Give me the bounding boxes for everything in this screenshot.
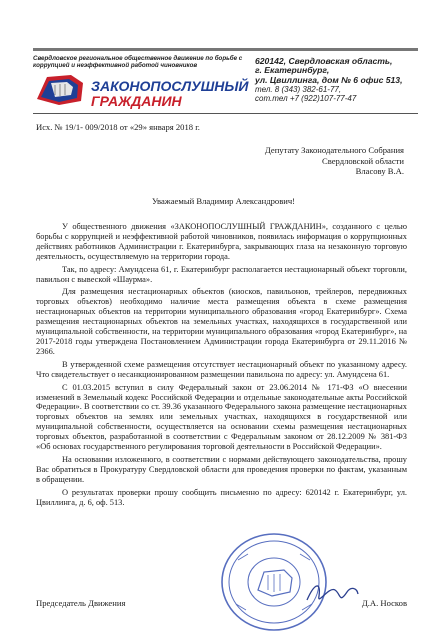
organization-name [91, 79, 248, 109]
signatory-title: Председатель Движения [36, 598, 126, 608]
address-line: тел. 8 (343) 382-61-77, [255, 84, 342, 94]
body-paragraph: У общественного движения «ЗАКОНОПОСЛУШНЫЙ ГРАЖДАНИН», созданного с целью борьбы с коррупцией и неэффективной работой чиновников, появилась информация о коррупционных действиях работников Администрации г. Екатеринбурга, закрывающих глаза на незаконную торговую деятельность, осуществляемую на территории города. [36, 222, 407, 261]
letterhead-divider [33, 113, 418, 114]
body-paragraph: Так, по адресу: Амундсена 61, г. Екатеринбург располагается нестационарный объект торговли, павильон с вывеской «Шаурма». [36, 264, 407, 284]
recipient-line: Свердловской области [321, 155, 404, 166]
recipient-block [265, 145, 404, 177]
address-line: г. Екатеринбург, [255, 65, 330, 76]
signatory-name: Д.А. Носков [361, 598, 407, 608]
address-line: 620142, Свердловская область, [255, 56, 393, 66]
recipient-line: Власову В.А. [355, 166, 404, 177]
body-paragraph: Для размещения нестационарных объектов (киосков, павильонов, трейлеров, передвижных торговых объектов) необходимо наличие места размещения объекта в схеме размещения нестационарных объектов на территории муниципального образования «город Екатеринбург». Схема размещения нестационарных объектов на земельных участках, находящихся в государственной или муниципальной собственности, на территории муниципального образования «город Екатеринбург», на 2017-2018 годы утверждена Постановлением Администрации города Екатеринбурга от 29.11.2016 № 2366. [36, 287, 407, 356]
greeting: Уважаемый Владимир Александрович! [151, 196, 296, 206]
body-paragraph: О результатах проверки прошу сообщить письменно по адресу: 620142 г. Екатеринбург, ул. Цвиллинга, д. 6, оф. 513. [36, 487, 407, 507]
organization-name-line2: ГРАЖДАНИН [91, 93, 182, 109]
letterhead-top-rule [33, 48, 418, 51]
recipient-line: Депутату Законодательного Собрания [264, 145, 404, 155]
handwritten-signature-icon [305, 578, 360, 608]
reference-number: Исх. № 19/1- 009/2018 от «29» января 2018 г. [36, 122, 200, 132]
fist-logo-icon [33, 69, 87, 109]
body-paragraph: В утвержденной схеме размещения отсутствует нестационарный объект по указанному адресу. Что свидетельствует о несанкционированном размещении павильона по адресу: ул. Амундсена 61. [36, 359, 407, 379]
letter-body [36, 222, 407, 510]
letterhead-subtitle: Свердловское региональное общественное движение по борьбе с коррупцией и неэффективной работой чиновников [33, 55, 243, 69]
body-paragraph: С 01.03.2015 вступил в силу Федеральный закон от 23.06.2014 № 171-ФЗ «О внесении изменений в Земельный кодекс Российской Федерации и отдельные законодательные акты Российской Федерации». В соответствии со ст. 39.36 указанного Федерального закона размещение нестационарных торговых объектов на землях или земельных участках, находящихся в государственной или муниципальной собственности, осуществляется на основании схемы размещения нестационарных торговых объектов, разработанной в соответствии с Федеральным законом от 28.12.2009 № 381-ФЗ «Об основах государственного регулирования торговой деятельности в Российской Федерации». [36, 382, 407, 452]
body-paragraph: На основании изложенного, в соответствии с нормами действующего законодательства, прошу Вас обратиться в Прокуратуру Свердловской области для проведения проверки по фактам, указанным в обращении. [36, 454, 407, 484]
letterhead-address [255, 57, 402, 103]
organization-name-line1: ЗАКОНОПОСЛУШНЫЙ [91, 78, 249, 94]
address-line: сот.тел +7 (922)107-77-47 [255, 94, 357, 104]
address-line: ул. Цвиллинга, дом № 6 офис 513, [255, 74, 403, 85]
